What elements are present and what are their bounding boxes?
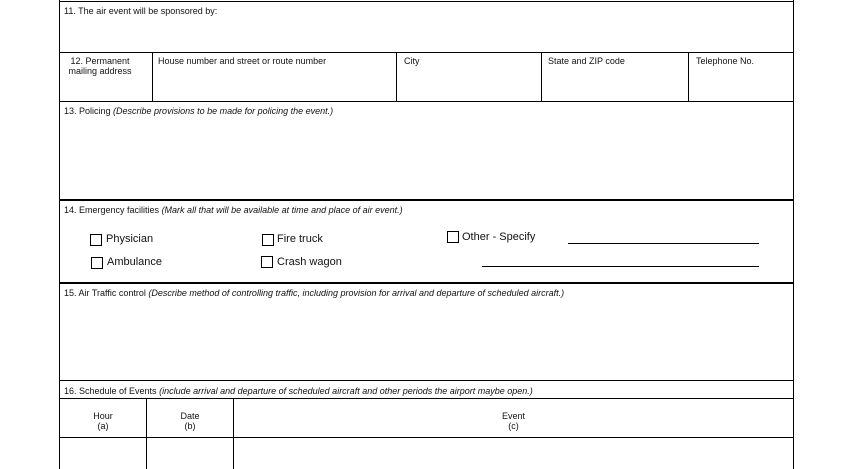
column-divider — [541, 52, 542, 102]
divider — [59, 398, 794, 399]
fire-truck-checkbox[interactable] — [262, 234, 274, 246]
state-zip-field[interactable] — [543, 68, 686, 100]
column-divider — [396, 52, 397, 102]
section-13-instructions: (Describe provisions to be made for policing the event.) — [113, 106, 334, 116]
fire-truck-label: Fire truck — [277, 233, 323, 245]
state-zip-column-header: State and ZIP code — [548, 56, 625, 66]
crash-wagon-checkbox[interactable] — [261, 256, 273, 268]
date-cell[interactable] — [147, 438, 233, 469]
date-sub: (b) — [184, 421, 196, 431]
section-15-label — [64, 288, 564, 298]
other-specify-line-2[interactable] — [482, 266, 759, 267]
street-column-header: House number and street or route number — [158, 56, 327, 66]
section-12-label: 12. Permanent mailing address — [68, 56, 132, 76]
section-11-label: 11. The air event will be sponsored by: — [64, 6, 218, 16]
crash-wagon-label: Crash wagon — [277, 256, 342, 268]
column-divider — [688, 52, 689, 102]
divider — [59, 1, 794, 2]
hour-sub: (a) — [97, 421, 109, 431]
ambulance-label: Ambulance — [107, 256, 163, 268]
event-title: Event — [501, 411, 525, 421]
telephone-column-header: Telephone No. — [696, 56, 755, 66]
street-field[interactable] — [154, 68, 394, 100]
section-16-instructions: (include arrival and departure of scheduled aircraft and other periods the airport maybe open.) — [159, 386, 533, 396]
policing-field[interactable] — [60, 118, 793, 198]
event-column-header — [234, 411, 793, 431]
other-specify-line-1[interactable] — [568, 243, 759, 244]
section-16-label — [64, 386, 533, 396]
physician-label: Physician — [106, 233, 154, 245]
ambulance-checkbox[interactable] — [91, 257, 103, 269]
air-traffic-field[interactable] — [60, 300, 793, 378]
hour-cell[interactable] — [60, 438, 146, 469]
divider — [59, 199, 794, 201]
other-checkbox[interactable] — [447, 231, 459, 243]
section-14-title: 14. Emergency facilities — [64, 205, 160, 215]
city-field[interactable] — [398, 68, 539, 100]
date-column-header — [147, 411, 233, 431]
hour-column-header — [60, 411, 146, 431]
hour-title: Hour — [93, 411, 113, 421]
event-sub: (c) — [508, 421, 519, 431]
sponsor-field[interactable] — [60, 18, 793, 52]
section-14-label — [64, 205, 403, 215]
section-15-title: 15. Air Traffic control — [64, 288, 146, 298]
section-15-instructions: (Describe method of controlling traffic, including provision for arrival and departure of scheduled aircraft.) — [148, 288, 565, 298]
section-14-instructions: (Mark all that will be available at time and place of air event.) — [161, 205, 403, 215]
physician-checkbox[interactable] — [90, 234, 102, 246]
city-column-header: City — [404, 56, 420, 66]
divider — [59, 101, 794, 102]
section-13-title: 13. Policing — [64, 106, 111, 116]
section-16-title: 16. Schedule of Events — [64, 386, 157, 396]
divider — [59, 282, 794, 284]
column-divider — [152, 52, 153, 102]
telephone-field[interactable] — [690, 68, 792, 100]
divider — [59, 380, 794, 381]
divider — [59, 52, 794, 53]
date-title: Date — [180, 411, 200, 421]
other-specify-label: Other - Specify — [462, 231, 536, 243]
section-13-label — [64, 106, 333, 116]
event-cell[interactable] — [234, 438, 793, 469]
